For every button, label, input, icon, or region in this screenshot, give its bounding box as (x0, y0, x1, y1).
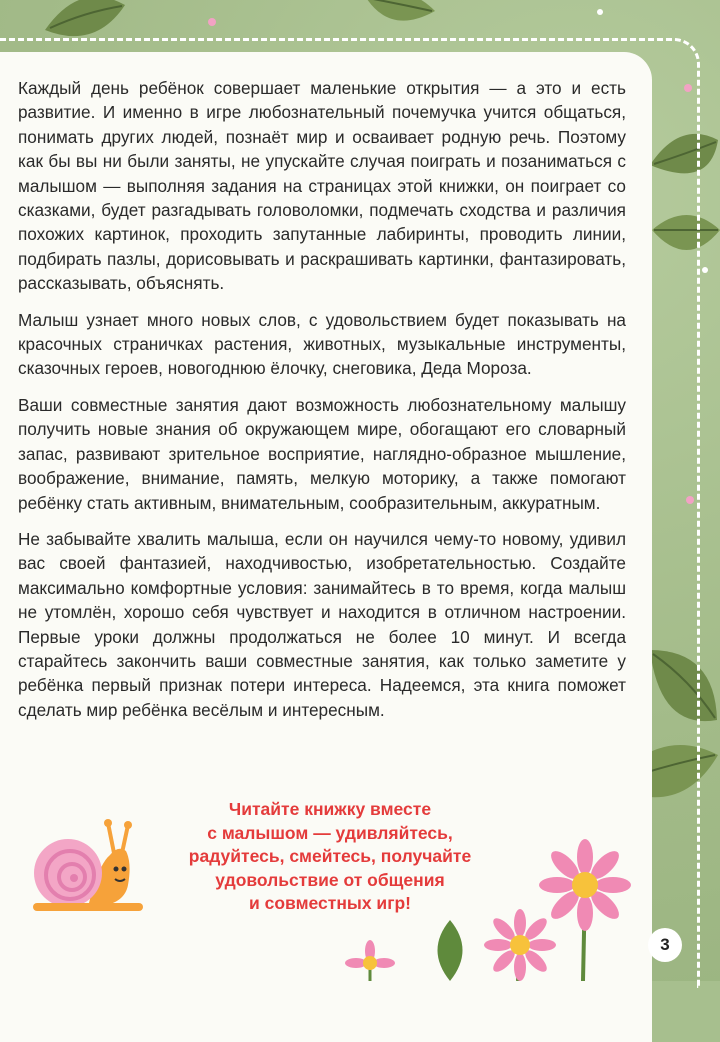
callout-text (140, 798, 520, 916)
flower-icon (340, 935, 400, 981)
body-text (18, 76, 626, 734)
paragraph: Каждый день ребёнок совершает маленькие открытия — а это и есть развитие. И именно в игре любознательный почемучка учится общаться, понимать других людей, познаёт мир и осваивает родную речь. Поэтому как бы вы ни были заняты, не упускайте случая поиграть и позаниматься с малышом — выполняя задания на страницах этой книжки, он поиграет со сказками, будет разгадывать головоломки, подмечать сходства и различия похожих картинок, проходить запутанные лабиринты, проводить линии, подбирать пазлы, дорисовывать и раскрашивать картинки, фантазировать, рассказывать, объяснять. (18, 78, 626, 294)
callout-line: с малышом — удивляйтесь, (207, 822, 453, 843)
page-number: 3 (648, 928, 682, 962)
callout-line: и совместных игр! (249, 893, 411, 913)
callout-line: удовольствие от общения (215, 869, 445, 890)
paragraph: Не забывайте хвалить малыша, если он научился чему-то новому, удивил вас своей фантазией, находчивостью, изобретательностью. Создайте максимально комфортные условия: занимайтесь в то время, когда малыш не утомлён, хорошо себя чувствует и находится в отличном настроении. Первые уроки должны продолжаться не более 10 минут. И всегда старайтесь закончить ваши совместные занятия, как только заметите у ребёнка первый признак потери интереса. Надеемся, эта книга поможет сделать мир ребёнка весёлым и интересным. (18, 528, 626, 720)
leaf-icon (420, 920, 480, 981)
flower-icon (480, 905, 560, 981)
paragraph: Малыш узнает много новых слов, с удовольствием будет показывать на красочных страничках растения, животных, музыкальные инструменты, сказочных героев, новогоднюю ёлочку, снеговика, Деда Мороза. (18, 309, 626, 379)
callout-line: радуйтесь, смейтесь, получайте (188, 846, 472, 866)
paragraph: Ваши совместные занятия дают возможность любознательному малышу получить новые знания об окружающем мире, обогащают его словарный запас, развивают зрительное восприятие, наглядно-образное мышление, воображение, внимание, память, мелкую моторику, а также помогают ребёнку стать активным, внимательным, сообразительным, аккуратным. (18, 394, 626, 513)
snail-icon (28, 815, 158, 915)
callout-line: Читайте книжку вместе (228, 799, 432, 819)
